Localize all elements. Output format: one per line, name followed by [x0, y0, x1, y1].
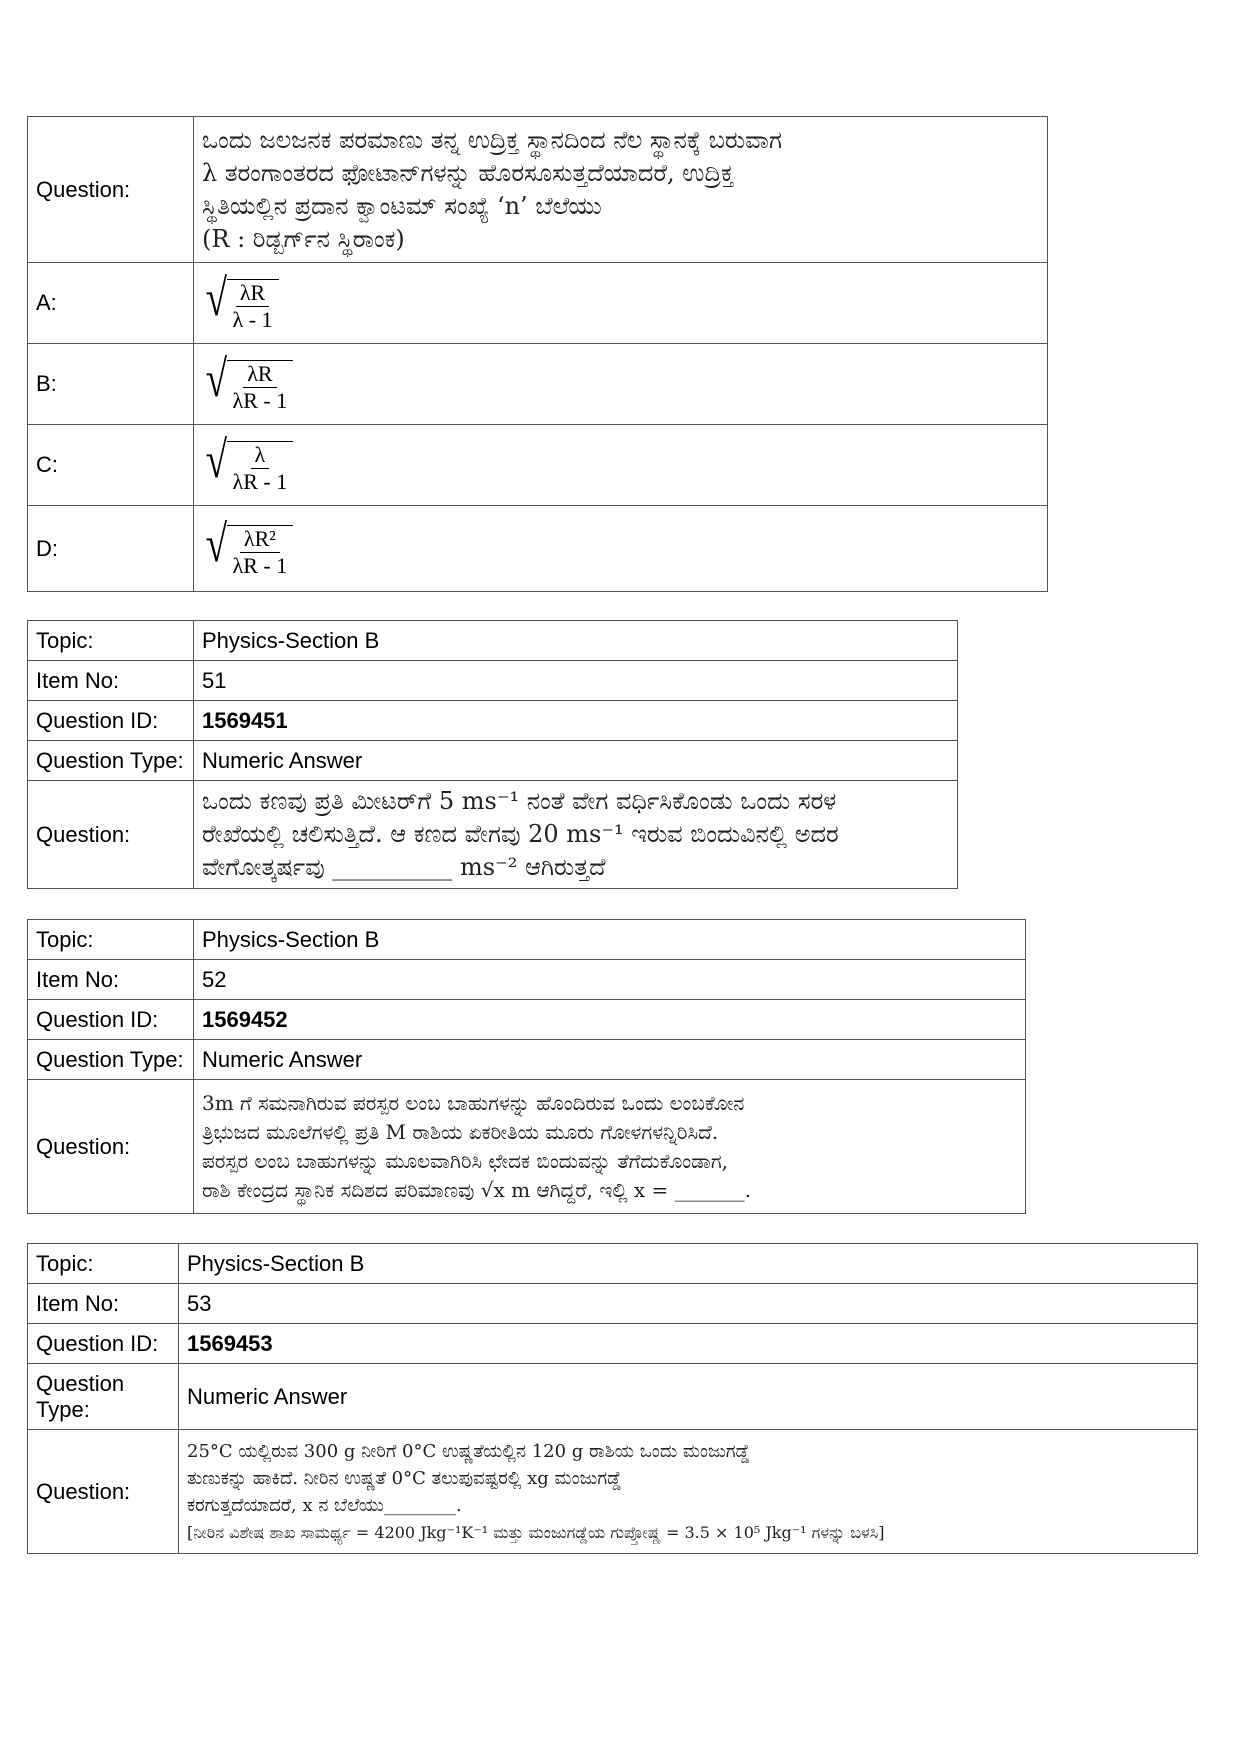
option-d	[194, 506, 1048, 592]
question-line: [ನೀರಿನ ವಿಶೇಷ ಶಾಖ ಸಾಮರ್ಥ್ಯ = 4200 Jkg⁻¹K⁻¹ ಮತ್ತು ಮಂಜುಗಡ್ಡೆಯ ಗುಪ್ತೋಷ್ಣ = 3.5 × 10⁵ Jkg⁻¹ ಗಳನ್ನು ಬಳಸಿ]	[187, 1522, 885, 1542]
question-block-53	[27, 1243, 1198, 1554]
question-type-value: Numeric Answer	[179, 1364, 1198, 1430]
question-id-value	[194, 701, 958, 741]
item-no-label: Item No:	[28, 960, 194, 1000]
option-label-a: A:	[28, 263, 194, 344]
question-line: ವೇಗೋತ್ಕರ್ಷವು __________ ms⁻² ಆಗಿರುತ್ತದೆ	[202, 853, 606, 881]
denominator: λR - 1	[232, 552, 288, 578]
question-text	[194, 1080, 1026, 1214]
question-line: ಪರಸ್ಪರ ಲಂಬ ಬಾಹುಗಳನ್ನು ಮೂಲವಾಗಿರಿಸಿ ಛೇದಕ ಬಿಂದುವನ್ನು ತೆಗೆದುಕೊಂಡಾಗ,	[202, 1148, 729, 1173]
radical-sign: √	[205, 432, 227, 489]
question-line: ಕರಗುತ್ತದೆಯಾದರೆ, x ನ ಬೆಲೆಯು________.	[187, 1494, 462, 1516]
question-text	[194, 781, 958, 889]
question-id-label: Question ID:	[28, 701, 194, 741]
numerator: λR²	[240, 526, 280, 553]
question-block-51	[27, 620, 958, 889]
question-line: ತುಣುಕನ್ನು ಹಾಕಿದೆ. ನೀರಿನ ಉಷ್ಣತೆ 0°C ತಲುಪುವಷ್ಟರಲ್ಲಿ xg ಮಂಜುಗಡ್ಡೆ	[187, 1467, 622, 1489]
question-id-value	[179, 1324, 1198, 1364]
question-id: 1569453	[187, 1330, 273, 1356]
sqrt-expression	[202, 351, 293, 414]
item-no-value: 52	[194, 960, 1026, 1000]
question-block-50	[27, 116, 1048, 592]
question-block-52	[27, 919, 1026, 1214]
topic-value: Physics-Section B	[194, 621, 958, 661]
question-line: 3m ಗೆ ಸಮನಾಗಿರುವ ಪರಸ್ಪರ ಲಂಬ ಬಾಹುಗಳನ್ನು ಹೊಂದಿರುವ ಒಂದು ಲಂಬಕೋನ	[202, 1090, 745, 1115]
question-label: Question:	[28, 1430, 179, 1554]
item-no-label: Item No:	[28, 1284, 179, 1324]
question-line: ಸ್ಥಿತಿಯಲ್ಲಿನ ಪ್ರದಾನ ಕ್ವಾಂಟಮ್ ಸಂಖ್ಯೆ ‘n’ ಬೆಲೆಯು	[202, 191, 602, 220]
topic-value: Physics-Section B	[194, 920, 1026, 960]
question-line: ರಾಶಿ ಕೇಂದ್ರದ ಸ್ಥಾನಿಕ ಸದಿಶದ ಪರಿಮಾಣವು √x m ಆಗಿದ್ದರೆ, ಇಲ್ಲಿ x = _______.	[202, 1177, 751, 1202]
question-line: ರೇಖೆಯಲ್ಲಿ ಚಲಿಸುತ್ತಿದೆ. ಆ ಕಣದ ವೇಗವು 20 ms⁻¹ ಇರುವ ಬಿಂದುವಿನಲ್ಲಿ ಅದರ	[202, 820, 839, 848]
question-id-value	[194, 1000, 1026, 1040]
denominator: λR - 1	[232, 469, 288, 494]
item-no-label: Item No:	[28, 661, 194, 701]
question-text	[194, 117, 1048, 263]
question-type-value: Numeric Answer	[194, 1040, 1026, 1080]
radical-sign: √	[205, 515, 227, 573]
numerator: λR	[236, 280, 269, 307]
question-line: ಒಂದು ಜಲಜನಕ ಪರಮಾಣು ತನ್ನ ಉದ್ರಿಕ್ತ ಸ್ಥಾನದಿಂದ ನೆಲ ಸ್ಥಾನಕ್ಕೆ ಬರುವಾಗ	[202, 125, 783, 154]
radical-sign: √	[205, 351, 227, 408]
radical-sign: √	[205, 270, 227, 327]
option-label-d: D:	[28, 506, 194, 592]
question-label: Question:	[28, 1080, 194, 1214]
item-no-value: 51	[194, 661, 958, 701]
question-type-label: Question Type:	[28, 741, 194, 781]
fraction	[227, 279, 279, 333]
question-line: ತ್ರಿಭುಜದ ಮೂಲೆಗಳಲ್ಲಿ ಪ್ರತಿ M ರಾಶಿಯ ಏಕರೀತಿಯ ಮೂರು ಗೋಳಗಳನ್ನಿರಿಸಿದೆ.	[202, 1119, 719, 1144]
numerator: λR	[243, 361, 276, 388]
fraction	[227, 441, 294, 495]
item-no-value: 53	[179, 1284, 1198, 1324]
question-line: 25°C ಯಲ್ಲಿರುವ 300 g ನೀರಿಗೆ 0°C ಉಷ್ಣತೆಯಲ್ಲಿನ 120 g ರಾಶಿಯ ಒಂದು ಮಂಜುಗಡ್ಡೆ	[187, 1440, 750, 1462]
fraction	[227, 525, 294, 579]
fraction	[227, 360, 294, 414]
question-text	[179, 1430, 1198, 1554]
question-id-label: Question ID:	[28, 1324, 179, 1364]
question-line: ಒಂದು ಕಣವು ಪ್ರತಿ ಮೀಟರ್‌ಗೆ 5 ms⁻¹ ನಂತೆ ವೇಗ ವರ್ಧಿಸಿಕೊಂಡು ಒಂದು ಸರಳ	[202, 787, 837, 815]
numerator: λ	[251, 442, 270, 469]
question-id: 1569451	[202, 707, 288, 733]
question-label: Question:	[28, 781, 194, 889]
question-line: λ ತರಂಗಾಂತರದ ಫೋಟಾನ್‌ಗಳನ್ನು ಹೊರಸೂಸುತ್ತದೆಯಾದರೆ, ಉದ್ರಿಕ್ತ	[202, 158, 734, 187]
question-type-label: Question Type:	[28, 1040, 194, 1080]
topic-label: Topic:	[28, 920, 194, 960]
question-type-label: Question Type:	[28, 1364, 179, 1430]
topic-value: Physics-Section B	[179, 1244, 1198, 1284]
topic-label: Topic:	[28, 1244, 179, 1284]
option-c	[194, 425, 1048, 506]
question-id: 1569452	[202, 1006, 288, 1032]
sqrt-expression	[202, 270, 279, 333]
option-label-b: B:	[28, 344, 194, 425]
question-line: (R : ರಿಡ್ಬರ್ಗ್‌ನ ಸ್ಥಿರಾಂಕ)	[202, 224, 405, 253]
question-label: Question:	[28, 117, 194, 263]
denominator: λR - 1	[232, 388, 288, 413]
option-a	[194, 263, 1048, 344]
sqrt-expression	[202, 515, 293, 579]
question-type-value: Numeric Answer	[194, 741, 958, 781]
denominator: λ - 1	[232, 307, 273, 332]
option-label-c: C:	[28, 425, 194, 506]
sqrt-expression	[202, 432, 293, 495]
option-b	[194, 344, 1048, 425]
topic-label: Topic:	[28, 621, 194, 661]
question-id-label: Question ID:	[28, 1000, 194, 1040]
